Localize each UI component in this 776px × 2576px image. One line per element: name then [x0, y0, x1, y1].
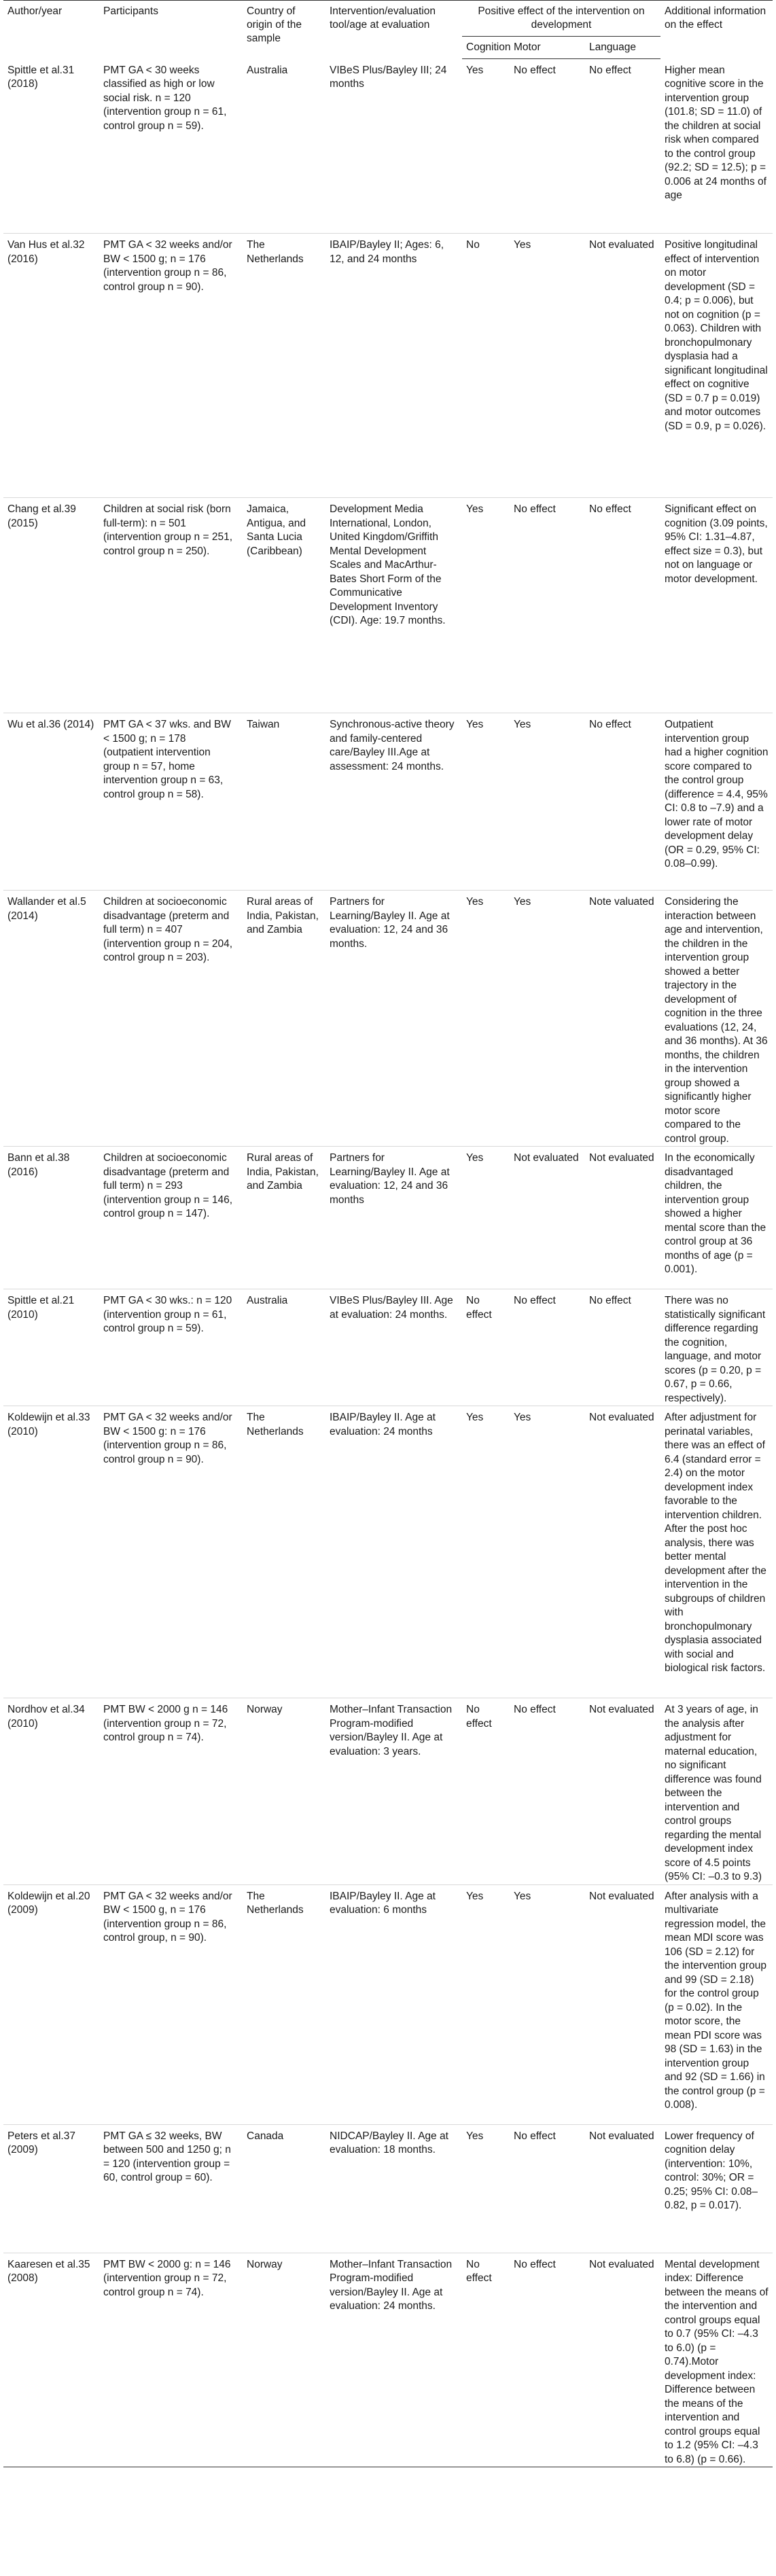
cell-cognition: Yes [466, 65, 484, 76]
cell-country: Norway [247, 1704, 283, 1715]
cell-info: At 3 years of age, in the analysis after adjustment for maternal education, no significant difference was found between the intervention and control groups regarding the mental development index score of 4.5 points (95% CI: –0.3 to 9.3) [665, 1704, 762, 1882]
cell-motor: Yes [514, 239, 531, 251]
cell-tool: NIDCAP/Bayley II. Age at evaluation: 18 months. [330, 2130, 448, 2155]
cell-author: Van Hus et al.32 (2016) [7, 239, 85, 265]
cell-info: Mental development index: Difference between the means of the intervention and control groups equal to 0.7 (95% CI: –4.3 to 6.0) (p = 0.74).Motor development index: Difference between the means of the intervention and control groups equal to 1.2 (95% CI: –4.3 to 6.8) (p = 0.66). [665, 2258, 769, 2465]
header-country: Country of origin of the sample [243, 1, 325, 59]
header-motor: Motor [510, 37, 585, 59]
cell-author: Wu et al.36 (2014) [7, 719, 94, 730]
cell-author: Koldewijn et al.20 (2009) [7, 1890, 90, 1916]
cell-country: The Netherlands [247, 1890, 304, 1916]
cell-author: Peters et al.37 (2009) [7, 2130, 75, 2155]
cell-motor: No effect [514, 1704, 556, 1715]
cell-participants: PMT GA < 32 weeks and/or BW < 1500 g: n = 176 (intervention group n = 86, control group n = 90). [103, 1412, 232, 1465]
cell-language: No effect [589, 503, 631, 515]
cell-tool: Partners for Learning/Bayley II. Age at evaluation: 12, 24 and 36 months. [330, 896, 450, 950]
cell-language: Not evaluated [589, 2130, 654, 2142]
cell-cognition: No effect [466, 1704, 492, 1730]
cell-participants: Children at social risk (born full-term): n = 501 (intervention group n = 251, control group n = 250). [103, 503, 233, 557]
header-author: Author/year [3, 1, 99, 59]
cell-motor: No effect [514, 503, 556, 515]
table-header [3, 1, 773, 59]
cell-country: Australia [247, 1295, 288, 1306]
cell-country: Rural areas of India, Pakistan, and Zambia [247, 1152, 319, 1192]
cell-author: Chang et al.39 (2015) [7, 503, 76, 529]
cell-author: Koldewijn et al.33 (2010) [7, 1412, 90, 1437]
cell-tool: IBAIP/Bayley II; Ages: 6, 12, and 24 months [330, 239, 444, 265]
cell-participants: PMT BW < 2000 g: n = 146 (intervention group n = 72, control group n = 74). [103, 2258, 231, 2298]
cell-language: No effect [589, 65, 631, 76]
cell-cognition: No effect [466, 2258, 492, 2284]
table-row [3, 1406, 773, 1698]
cell-participants: PMT BW < 2000 g n = 146 (intervention group n = 72, control group n = 74). [103, 1704, 228, 1743]
header-tool: Intervention/evaluation tool/age at evaluation [325, 1, 462, 59]
table-row [3, 498, 773, 713]
table-body [3, 59, 773, 2467]
header-participants: Participants [99, 1, 243, 59]
cell-tool: Mother–Infant Transaction Program-modified version/Bayley II. Age at evaluation: 3 years. [330, 1704, 453, 1757]
cell-author: Spittle et al.21 (2010) [7, 1295, 75, 1321]
cell-tool: IBAIP/Bayley II. Age at evaluation: 24 months [330, 1412, 436, 1437]
cell-info: Significant effect on cognition (3.09 points, 95% CI: 1.31–4.87, effect size = 0.3), but not on language or motor development. [665, 503, 768, 585]
cell-cognition: Yes [466, 896, 484, 908]
cell-participants: PMT GA < 32 weeks and/or BW < 1500 g; n = 176 (intervention group n = 86, control group n = 90). [103, 239, 232, 293]
table-row [3, 1289, 773, 1406]
table-row [3, 2124, 773, 2253]
cell-participants: PMT GA ≤ 32 weeks, BW between 500 and 1250 g; n = 120 (intervention group = 60, control group = 60). [103, 2130, 231, 2183]
cell-cognition: Yes [466, 719, 484, 730]
cell-info: Higher mean cognitive score in the intervention group (101.8; SD = 11.0) of the children at social risk when compared to the control group (92.2; SD = 12.5); p = 0.006 at 24 months of age [665, 64, 766, 201]
table-row [3, 1147, 773, 1289]
header-language: Language [585, 37, 660, 59]
cell-country: Norway [247, 2258, 283, 2270]
header-positive-effect: Positive effect of the intervention on development [462, 1, 660, 37]
cell-participants: PMT GA < 32 weeks and/or BW < 1500 g, n = 176 (intervention group n = 86, control group, n = 90). [103, 1890, 232, 1944]
cell-motor: Yes [514, 896, 531, 908]
cell-participants: Children at socioeconomic disadvantage (preterm and full term) n = 407 (intervention group n = 204, control group n = 203). [103, 896, 233, 963]
cell-language: Not evaluated [589, 2258, 654, 2270]
cell-author: Wallander et al.5 (2014) [7, 896, 86, 922]
cell-cognition: Yes [466, 1412, 484, 1423]
studies-table [3, 0, 773, 2467]
cell-author: Nordhov et al.34 (2010) [7, 1704, 85, 1730]
cell-language: Not evaluated [589, 1152, 654, 1164]
cell-tool: Development Media International, London, United Kingdom/Griffith Mental Development Scales and MacArthur-Bates Short Form of the Communicative Development Inventory (CDI). Age: 19.7 months. [330, 503, 446, 626]
cell-country: Jamaica, Antigua, and Santa Lucia (Caribbean) [247, 503, 306, 557]
cell-tool: VIBeS Plus/Bayley III; 24 months [330, 64, 447, 90]
cell-country: Rural areas of India, Pakistan, and Zambia [247, 896, 319, 935]
cell-motor: Yes [514, 1412, 531, 1423]
table-row [3, 713, 773, 891]
cell-info: There was no statistically significant difference regarding the cognition, language, and motor scores (p = 0.20, p = 0.67, p = 0.66, respectively). [665, 1295, 766, 1404]
cell-motor: No effect [514, 2130, 556, 2142]
cell-cognition: Yes [466, 1890, 484, 1902]
cell-language: No effect [589, 719, 631, 730]
cell-country: The Netherlands [247, 239, 304, 265]
table-row [3, 1884, 773, 2124]
table-row [3, 1698, 773, 1885]
cell-motor: No effect [514, 2258, 556, 2270]
cell-country: Taiwan [247, 719, 280, 730]
cell-language: Not evaluated [589, 239, 654, 251]
cell-cognition: Yes [466, 2130, 484, 2142]
cell-participants: PMT GA < 37 wks. and BW < 1500 g; n = 178 (outpatient intervention group n = 57, home intervention group n = 63, control group n = 58). [103, 719, 231, 800]
cell-tool: Partners for Learning/Bayley II. Age at evaluation: 12, 24 and 36 months [330, 1152, 450, 1206]
cell-country: The Netherlands [247, 1412, 304, 1437]
cell-info: Considering the interaction between age and intervention, the children in the intervention group showed a better trajectory in the development of cognition in the three evaluations (12, 24, and 36 months). At 36 months, the children in the intervention group showed a significantly higher motor score compared to the control group. [665, 896, 768, 1145]
header-additional: Additional information on the effect [660, 1, 773, 59]
cell-tool: Mother–Infant Transaction Program-modified version/Bayley II. Age at evaluation: 24 months. [330, 2258, 453, 2312]
cell-motor: Yes [514, 719, 531, 730]
cell-cognition: Yes [466, 503, 484, 515]
cell-info: After adjustment for perinatal variables, there was an effect of 6.4 (standard error = 2.4) on the motor development index favorable to the intervention children. After the post hoc analysis, there was better mental development after the intervention in the subgroups of children with bronchopulmonary dysplasia associated with social and biological risk factors. [665, 1412, 766, 1674]
cell-country: Canada [247, 2130, 284, 2142]
cell-info: After analysis with a multivariate regression model, the mean MDI score was 106 (SD = 2.12) for the intervention group and 99 (SD = 2.18) for the control group (p = 0.02). In the motor score, the mean PDI score was 98 (SD = 1.63) in the intervention group and 92 (SD = 1.66) in the control group (p = 0.008). [665, 1890, 766, 2111]
cell-language: Note valuated [589, 896, 654, 908]
cell-language: Not evaluated [589, 1890, 654, 1902]
cell-motor: No effect [514, 1295, 556, 1306]
cell-participants: PMT GA < 30 weeks classified as high or low social risk. n = 120 (intervention group n = 61, control group n = 59). [103, 64, 227, 132]
cell-motor: No effect [514, 65, 556, 76]
cell-motor: Not evaluated [514, 1152, 579, 1164]
cell-author: Kaaresen et al.35 (2008) [7, 2258, 90, 2284]
cell-author: Spittle et al.31 (2018) [7, 64, 75, 90]
cell-author: Bann et al.38 (2016) [7, 1152, 70, 1178]
table-row [3, 234, 773, 498]
cell-participants: PMT GA < 30 wks.: n = 120 (intervention group n = 61, control group n = 59). [103, 1295, 232, 1334]
cell-cognition: No effect [466, 1295, 492, 1321]
cell-info: In the economically disadvantaged children, the intervention group showed a higher mental score than the control group at 36 months of age (p = 0.001). [665, 1152, 766, 1275]
cell-tool: IBAIP/Bayley II. Age at evaluation: 6 months [330, 1890, 436, 1916]
cell-language: Not evaluated [589, 1704, 654, 1715]
cell-tool: Synchronous-active theory and family-centered care/Bayley III.Age at assessment: 24 months. [330, 719, 455, 772]
cell-language: No effect [589, 1295, 631, 1306]
header-cognition: Cognition [462, 37, 510, 59]
cell-country: Australia [247, 64, 288, 76]
cell-cognition: No [466, 239, 480, 251]
table-row [3, 59, 773, 234]
cell-info: Positive longitudinal effect of intervention on motor development (SD = 0.4; p = 0.006), but not on cognition (p = 0.063). Children with bronchopulmonary dysplasia had a significant longitudinal effect on cognitive (SD = 0.7 p = 0.019) and motor outcomes (SD = 0.9, p = 0.026). [665, 239, 768, 432]
cell-motor: Yes [514, 1890, 531, 1902]
cell-cognition: Yes [466, 1152, 484, 1164]
cell-participants: Children at socioeconomic disadvantage (preterm and full term) n = 293 (intervention group n = 146, control group n = 147). [103, 1152, 233, 1219]
cell-tool: VIBeS Plus/Bayley III. Age at evaluation: 24 months. [330, 1295, 453, 1321]
cell-info: Lower frequency of cognition delay (intervention: 10%, control: 30%; OR = 0.25; 95% CI: 0.08–0.82, p = 0.017). [665, 2130, 758, 2211]
cell-info: Outpatient intervention group had a higher cognition score compared to the control group (difference = 4.4, 95% CI: 0.8 to –7.9) and a lower rate of motor development delay (OR = 0.29, 95% CI: 0.08–0.99). [665, 719, 769, 870]
table-row [3, 891, 773, 1147]
cell-language: Not evaluated [589, 1412, 654, 1423]
table-row [3, 2253, 773, 2467]
